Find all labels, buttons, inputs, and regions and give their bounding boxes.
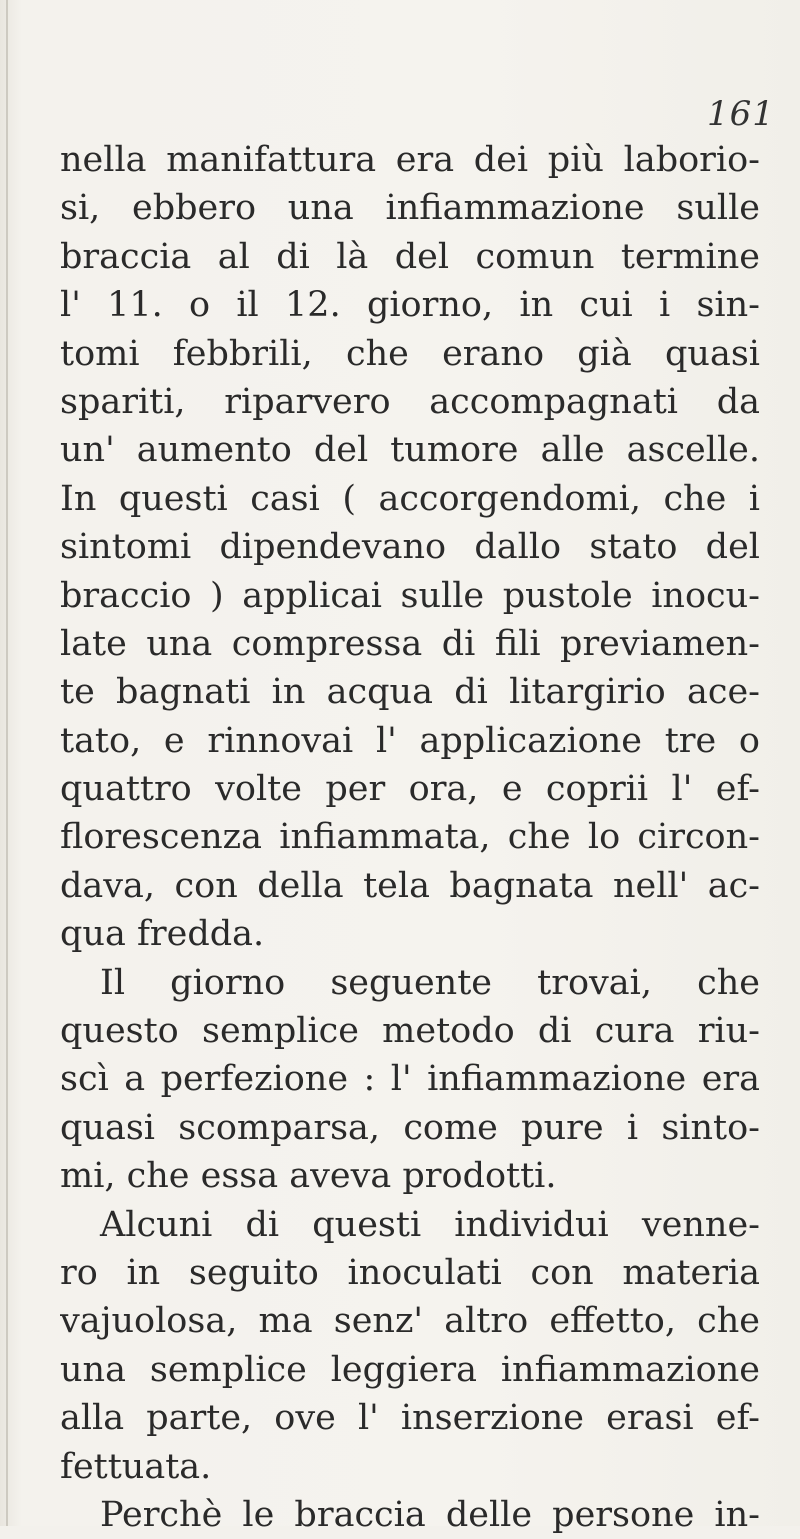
text-line: florescenza infiammata, che lo circon- bbox=[60, 817, 760, 858]
text-line: Perchè le braccia delle persone in- bbox=[100, 1494, 760, 1535]
text-line: late una compressa di fili previamen- bbox=[60, 623, 760, 664]
text-line: un' aumento del tumore alle ascelle. bbox=[60, 430, 760, 471]
text-line: Il giorno seguente trovai, che bbox=[100, 962, 760, 1003]
text-line: quattro volte per ora, e coprii l' ef- bbox=[60, 769, 760, 810]
text-line: Alcuni di questi individui venne- bbox=[100, 1204, 760, 1245]
text-line: ro in seguito inoculati con materia bbox=[60, 1252, 760, 1293]
text-line: vajuolosa, ma senz' altro effetto, che bbox=[60, 1301, 760, 1342]
text-line: te bagnati in acqua di litargirio ace- bbox=[60, 672, 760, 713]
body-text bbox=[60, 136, 760, 1539]
text-line: scì a perfezione : l' infiammazione era bbox=[60, 1059, 760, 1100]
text-line: alla parte, ove l' inserzione erasi ef- bbox=[60, 1398, 760, 1439]
text-line: qua fredda. bbox=[60, 914, 265, 955]
text-line: dava, con della tela bagnata nell' ac- bbox=[60, 865, 760, 906]
text-line: fettuata. bbox=[60, 1446, 212, 1487]
text-line: sintomi dipendevano dallo stato del bbox=[60, 527, 760, 568]
page-number: 161 bbox=[707, 94, 775, 134]
text-line: braccio ) applicai sulle pustole inocu- bbox=[60, 575, 760, 616]
text-line: una semplice leggiera infiammazione bbox=[60, 1349, 760, 1390]
text-line: braccia al di là del comun termine bbox=[60, 236, 760, 277]
text-line: nella manifattura era dei più laborio- bbox=[60, 140, 760, 180]
text-line: l' 11. o il 12. giorno, in cui i sin- bbox=[60, 285, 760, 326]
text-line: quasi scomparsa, come pure i sinto- bbox=[60, 1107, 760, 1148]
text-line: tomi febbrili, che erano già quasi bbox=[60, 333, 760, 374]
text-line: tato, e rinnovai l' applicazione tre o bbox=[60, 720, 760, 761]
text-line: spariti, riparvero accompagnati da bbox=[60, 381, 760, 422]
text-line: questo semplice metodo di cura riu- bbox=[60, 1011, 760, 1052]
text-line: In questi casi ( accorgendomi, che i bbox=[60, 478, 760, 519]
text-line: si, ebbero una infiammazione sulle bbox=[60, 188, 760, 229]
page-gutter bbox=[6, 0, 8, 1526]
text-line: mi, che essa aveva prodotti. bbox=[60, 1156, 557, 1197]
